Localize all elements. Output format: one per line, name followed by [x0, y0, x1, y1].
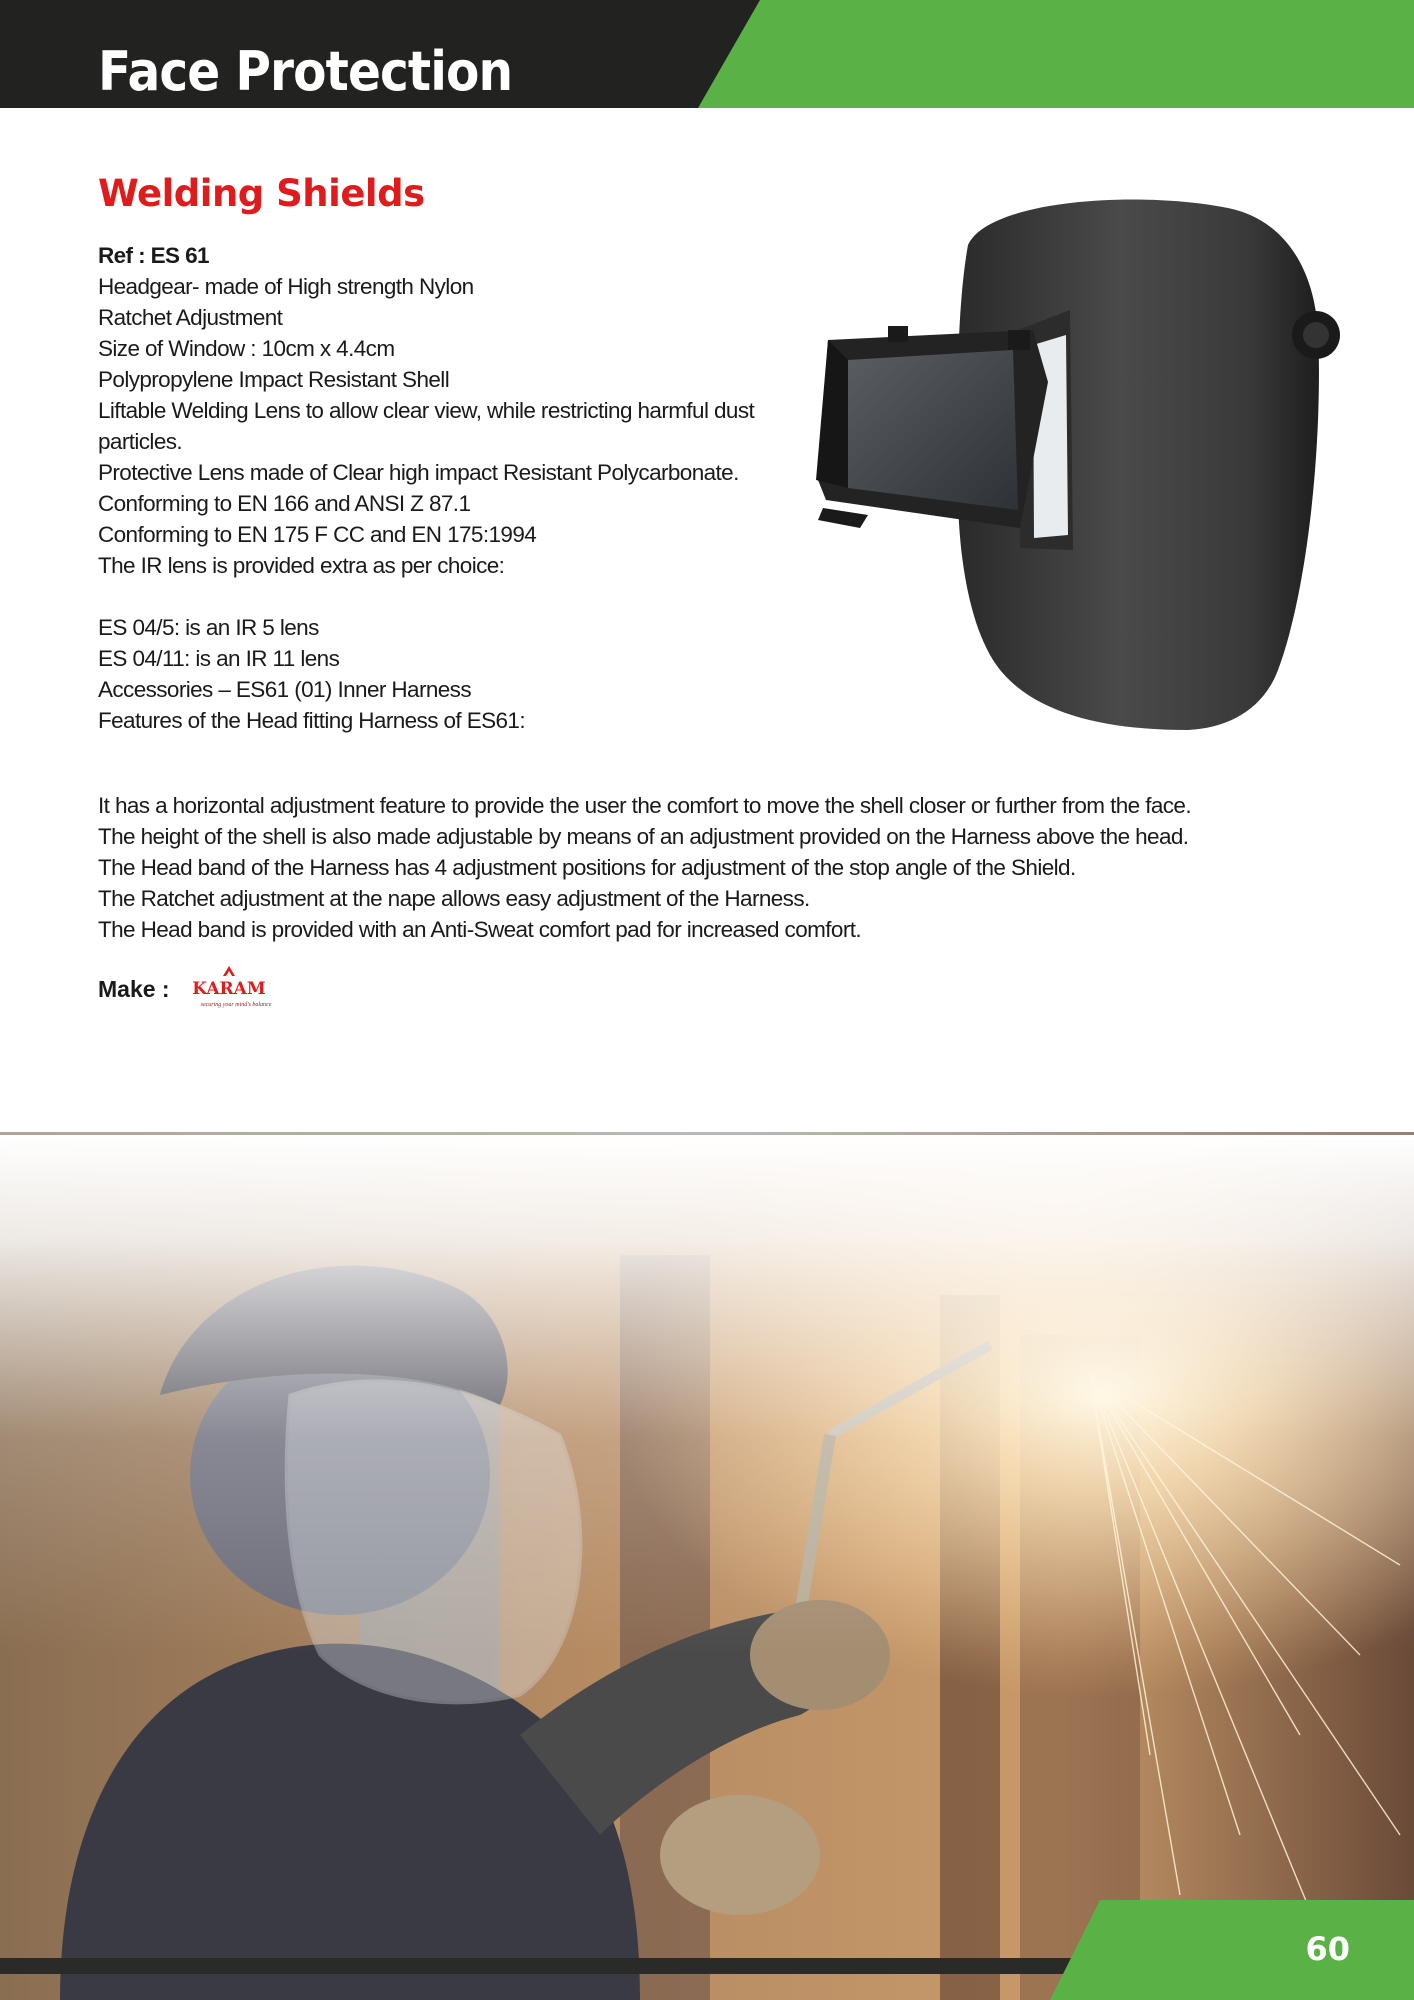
spec-line: Size of Window : 10cm x 4.4cm — [98, 336, 395, 361]
spec-line: ES 04/11: is an IR 11 lens — [98, 646, 340, 671]
spec-line: Conforming to EN 166 and ANSI Z 87.1 — [98, 491, 471, 516]
karam-logo-text: KARAM — [192, 979, 266, 999]
spec-list — [98, 240, 788, 736]
make-label: Make : — [98, 976, 170, 1002]
spec-line: The IR lens is provided extra as per choice: — [98, 553, 505, 578]
karam-logo — [176, 962, 282, 1018]
spec-line: Protective Lens made of Clear high impact Resistant Polycarbonate. — [98, 460, 739, 485]
ref-code: Ref : ES 61 — [98, 243, 209, 268]
feature-line: The Head band is provided with an Anti-Sweat comfort pad for increased comfort. — [98, 917, 862, 942]
spec-line: Features of the Head fitting Harness of ES61: — [98, 708, 525, 733]
page-number: 60 — [1305, 1930, 1350, 1968]
karam-logo-tagline: securing your mind's balance — [200, 1002, 272, 1008]
spec-line: particles. — [98, 429, 183, 454]
feature-line: The Ratchet adjustment at the nape allows easy adjustment of the Harness. — [98, 886, 810, 911]
spacer — [98, 581, 788, 612]
spec-line: Accessories – ES61 (01) Inner Harness — [98, 677, 471, 702]
feature-line: The height of the shell is also made adjustable by means of an adjustment provided on the Harness above the head. — [98, 824, 1189, 849]
spec-line: Conforming to EN 175 F CC and EN 175:1994 — [98, 522, 537, 547]
section-title: Welding Shields — [98, 172, 425, 215]
spec-line: Polypropylene Impact Resistant Shell — [98, 367, 450, 392]
spec-line: Ratchet Adjustment — [98, 305, 283, 330]
feature-line: The Head band of the Harness has 4 adjustment positions for adjustment of the stop angle of the Shield. — [98, 855, 1076, 880]
page-number-tab — [1050, 1900, 1414, 2000]
spec-line: Liftable Welding Lens to allow clear view, while restricting harmful dust — [98, 398, 755, 423]
page-title: Face Protection — [98, 40, 513, 103]
feature-line: It has a horizontal adjustment feature to provide the user the comfort to move the shell closer or further from the face. — [98, 793, 1191, 818]
welding-helmet-image — [808, 190, 1368, 735]
harness-features — [98, 790, 1328, 945]
spec-line: ES 04/5: is an IR 5 lens — [98, 615, 319, 640]
welder-photo — [0, 1135, 1414, 2000]
spec-line: Headgear- made of High strength Nylon — [98, 274, 474, 299]
